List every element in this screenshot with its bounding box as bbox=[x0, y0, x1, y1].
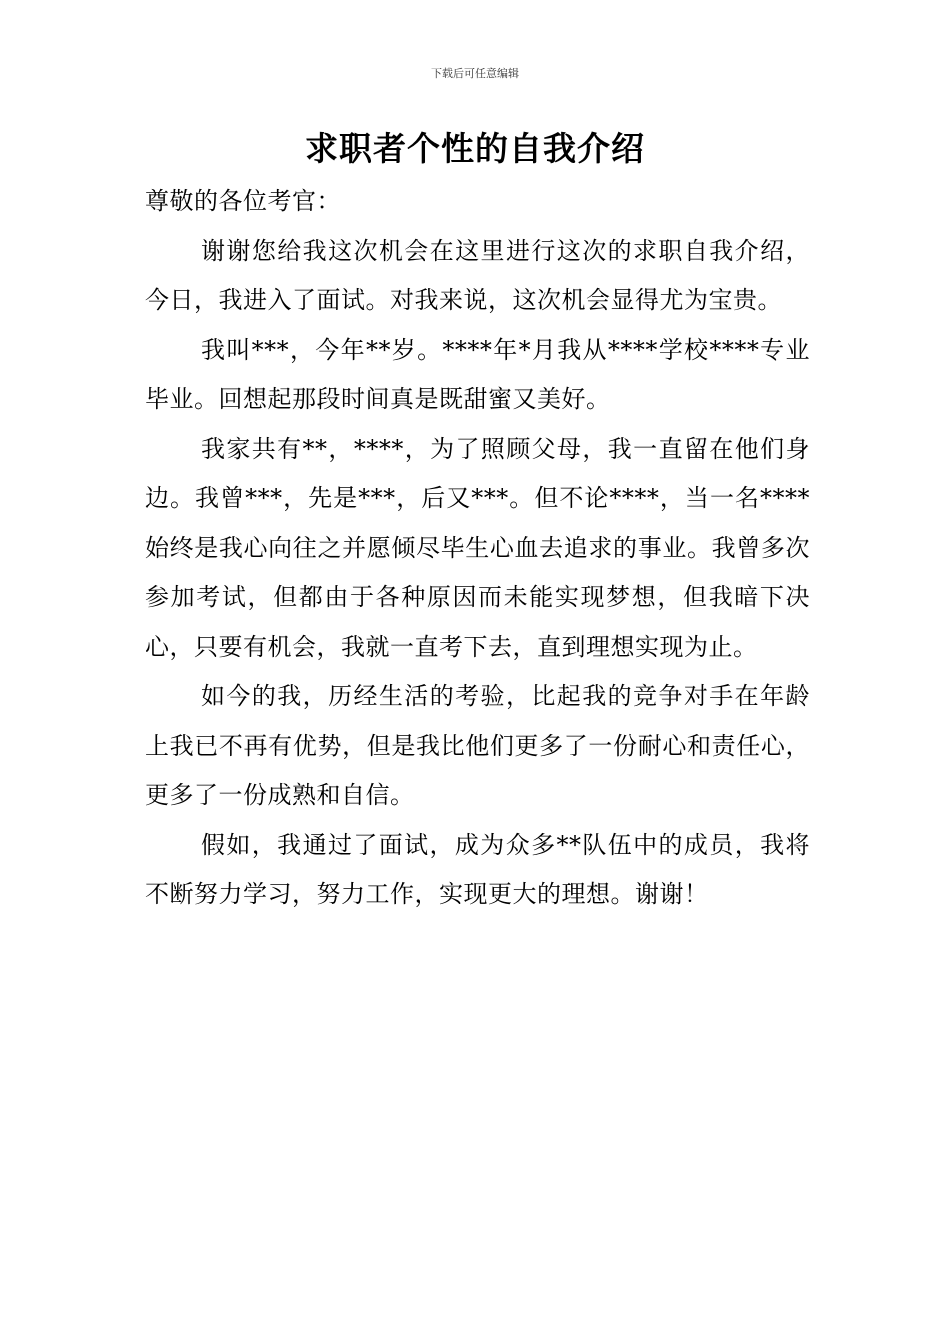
paragraph-family-career: 我家共有**，****，为了照顾父母，我一直留在他们身边。我曾***，先是***，后又***。但不论****，当一名****始终是我心向往之并愿倾尽毕生心血去追求的事业。我曾多次参加考试，但都由于各种原因而未能实现梦想，但我暗下决心，只要有机会，我就一直考下去，直到理想实现为止。 bbox=[145, 434, 810, 661]
paragraph-closing: 假如，我通过了面试，成为众多**队伍中的成员，我将不断努力学习，努力工作，实现更大的理想。谢谢！ bbox=[145, 830, 810, 908]
header-note: 下载后可任意编辑 bbox=[431, 67, 519, 80]
document-title: 求职者个性的自我介绍 bbox=[305, 129, 645, 168]
document-body bbox=[145, 177, 810, 920]
paragraph-strengths: 如今的我，历经生活的考验，比起我的竞争对手在年龄上我已不再有优势，但是我比他们更多了一份耐心和责任心，更多了一份成熟和自信。 bbox=[145, 682, 810, 809]
paragraph-thanks: 谢谢您给我这次机会在这里进行这次的求职自我介绍，今日，我进入了面试。对我来说，这次机会显得尤为宝贵。 bbox=[145, 236, 810, 314]
salutation: 尊敬的各位考官： bbox=[145, 187, 341, 215]
paragraph-personal-info: 我叫***，今年**岁。****年*月我从****学校****专业毕业。回想起那段时间真是既甜蜜又美好。 bbox=[145, 335, 810, 413]
